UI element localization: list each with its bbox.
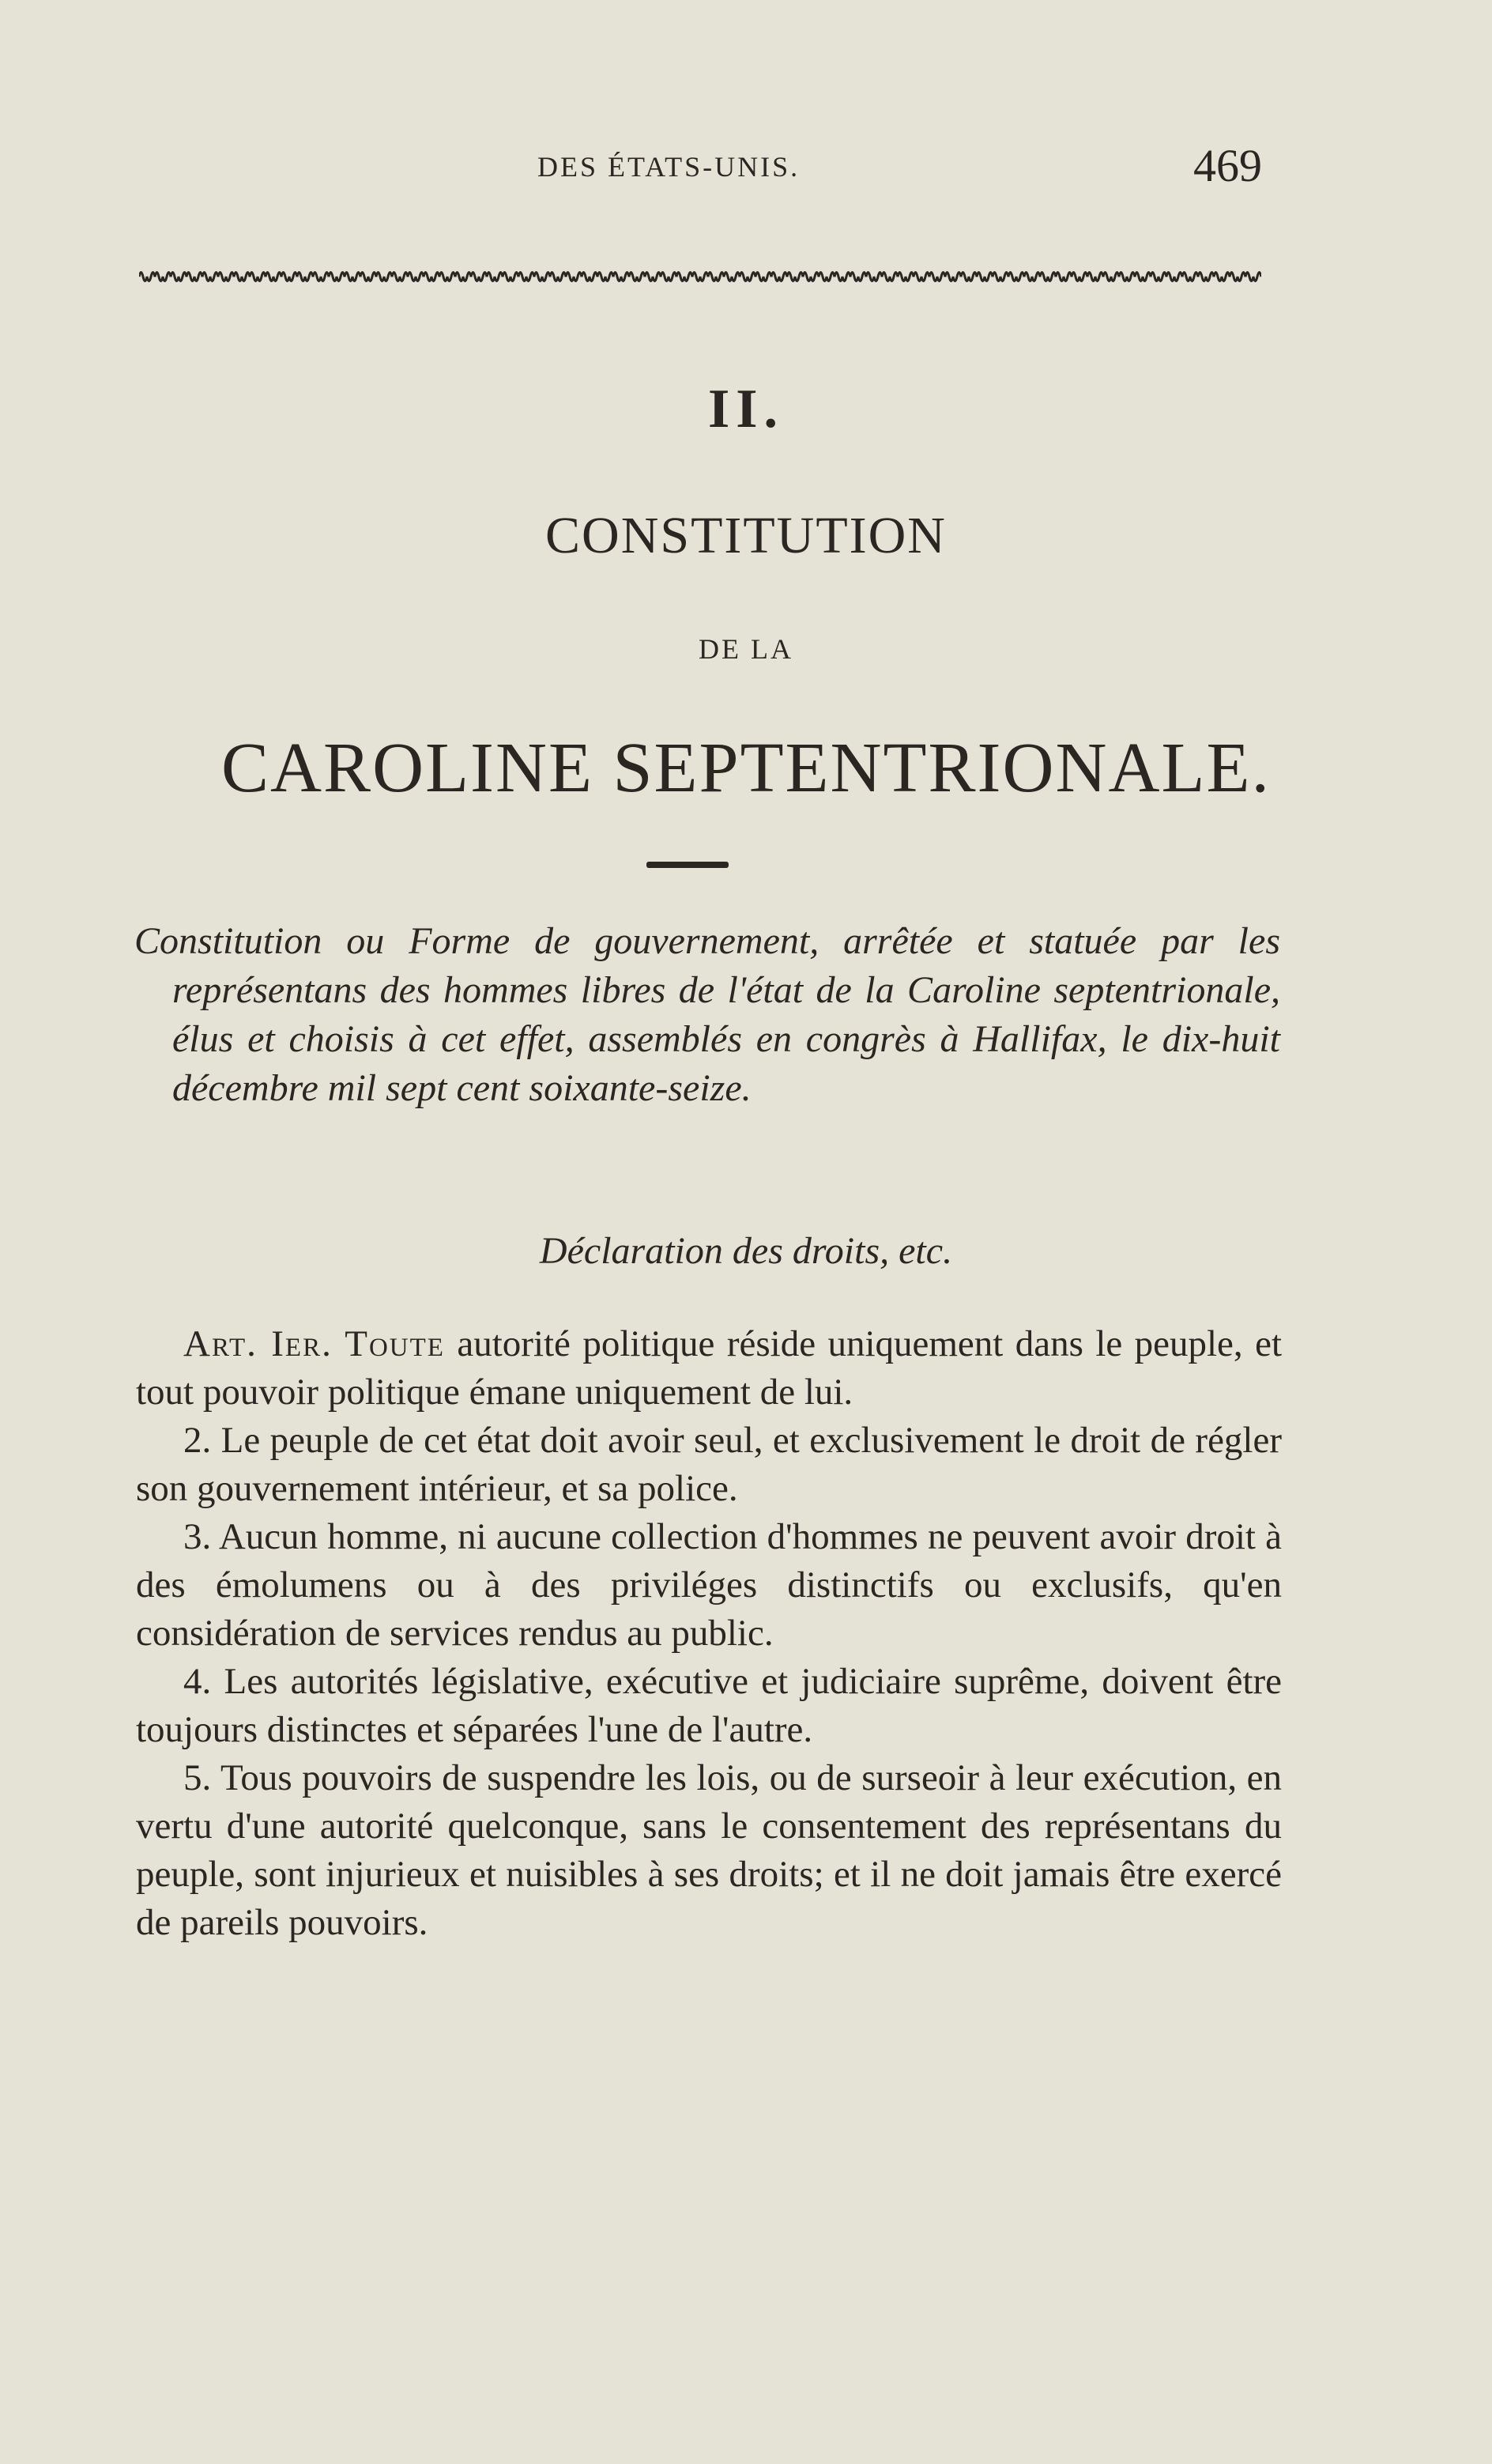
article-5	[136, 1754, 1282, 1947]
document-title-state: CAROLINE SEPTENTRIONALE.	[221, 729, 1271, 807]
declaration-heading: Déclaration des droits, etc.	[539, 1230, 953, 1272]
article-text: Aucun homme, ni aucune collection d'hommes ne peuvent avoir droit à des émolumens ou à des priviléges distinctifs ou exclusifs, qu'en considération de services rendus au public.	[136, 1516, 1282, 1654]
article-label: 2.	[183, 1420, 212, 1461]
running-title: DES ÉTATS-UNIS.	[537, 151, 801, 183]
article-label: Art. Ier.	[183, 1323, 333, 1364]
document-title-de-la: DE LA	[699, 633, 793, 665]
document-title: CONSTITUTION	[545, 507, 947, 564]
article-text: Tous pouvoirs de suspendre les lois, ou de surseoir à leur exécution, en vertu d'une autorité quelconque, sans le consentement des représentans du peuple, sont injurieux et nuisibles à ses droits; et il ne doit jamais être exercé de pareils pouvoirs.	[136, 1757, 1282, 1943]
running-header	[0, 140, 1492, 206]
article-label: 5.	[183, 1757, 212, 1798]
page-number: 469	[1193, 140, 1262, 191]
article-3	[136, 1513, 1282, 1658]
section-number: II.	[708, 379, 784, 440]
preamble: Constitution ou Forme de gouvernement, arrêtée et statuée par les représentans des hommes libres de l'état de la Caroline septentrionale, élus et choisis à cet effet, assemblés en congrès à Hallifax, le dix-huit décembre mil sept cent soixante-seize.	[134, 920, 1280, 1109]
article-lead-word: Toute	[345, 1323, 445, 1364]
article-text: autorité politique réside uniquement dans le peuple, et tout pouvoir politique émane uniquement de lui.	[136, 1323, 1282, 1413]
article-label: 4.	[183, 1661, 212, 1702]
article-text: Les autorités législative, exécutive et judiciaire suprême, doivent être toujours distinctes et séparées l'une de l'autre.	[136, 1661, 1283, 1750]
short-rule	[646, 862, 729, 868]
articles	[136, 1320, 1282, 1947]
article-label: 3.	[183, 1516, 212, 1557]
article-4	[136, 1658, 1282, 1754]
article-1	[136, 1320, 1282, 1417]
article-2	[136, 1417, 1282, 1513]
article-text: Le peuple de cet état doit avoir seul, et exclusivement le droit de régler son gouvernement intérieur, et sa police.	[136, 1420, 1283, 1509]
ornamental-rule	[139, 265, 1261, 289]
